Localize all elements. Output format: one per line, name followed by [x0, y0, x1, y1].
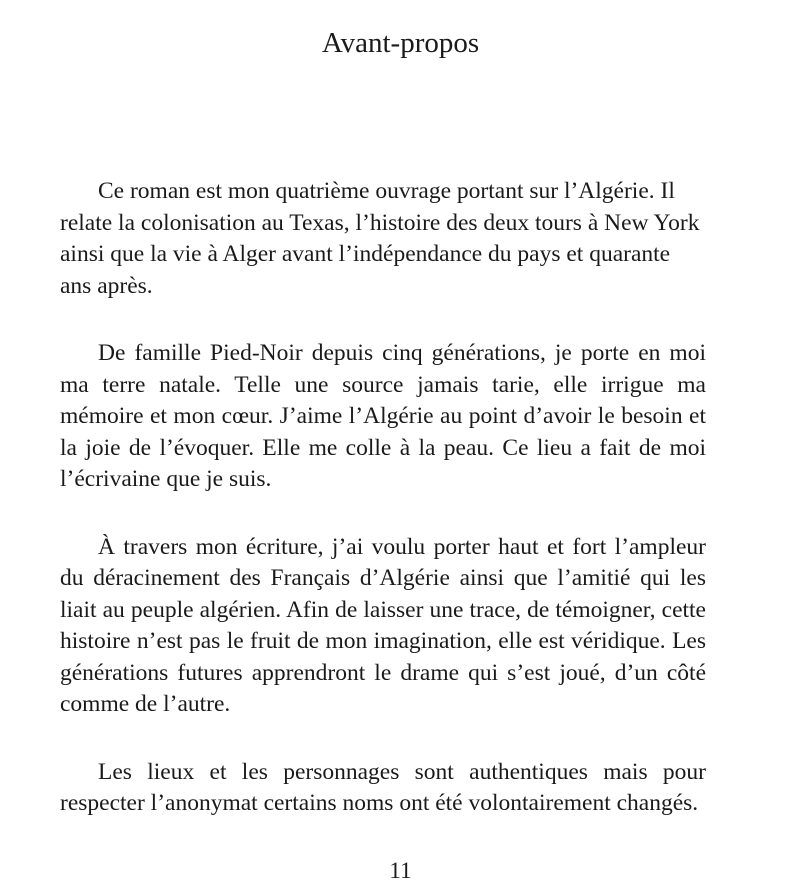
paragraph-3: À travers mon écriture, j’ai voulu porter haut et fort l’ampleur du déracinement des Français d’Algérie ainsi que l’amitié qui les liait au peuple algérien. Afin de laisser une trace, de témoigner, cette histoire n’est pas le fruit de mon imagination, elle est véridique. Les générations futures apprendront le drame qui s’est joué, d’un côté comme de l’autre.	[60, 533, 706, 717]
paragraph-1: Ce roman est mon quatrième ouvrage portant sur l’Algérie. Il relate la colonisation au Texas, l’histoire des deux tours à New York ainsi que la vie à Alger avant l’indépendance du pays et quarante ans après.	[60, 178, 700, 299]
paragraph-2: De famille Pied-Noir depuis cinq générations, je porte en moi ma terre natale. Telle une source jamais tarie, elle irrigue ma mémoire et mon cœur. J’aime l’Algérie au point d’avoir le besoin et la joie de l’évoquer. Elle me colle à la peau. Ce lieu a fait de moi l’écrivaine que je suis.	[60, 340, 706, 492]
paragraph-4: Les lieux et les personnages sont authentiques mais pour respecter l’anonymat certains noms ont été volontairement changés.	[60, 758, 706, 816]
page-title: Avant-propos	[321, 27, 480, 59]
body-text	[60, 176, 706, 856]
page-number: 11	[389, 858, 412, 883]
